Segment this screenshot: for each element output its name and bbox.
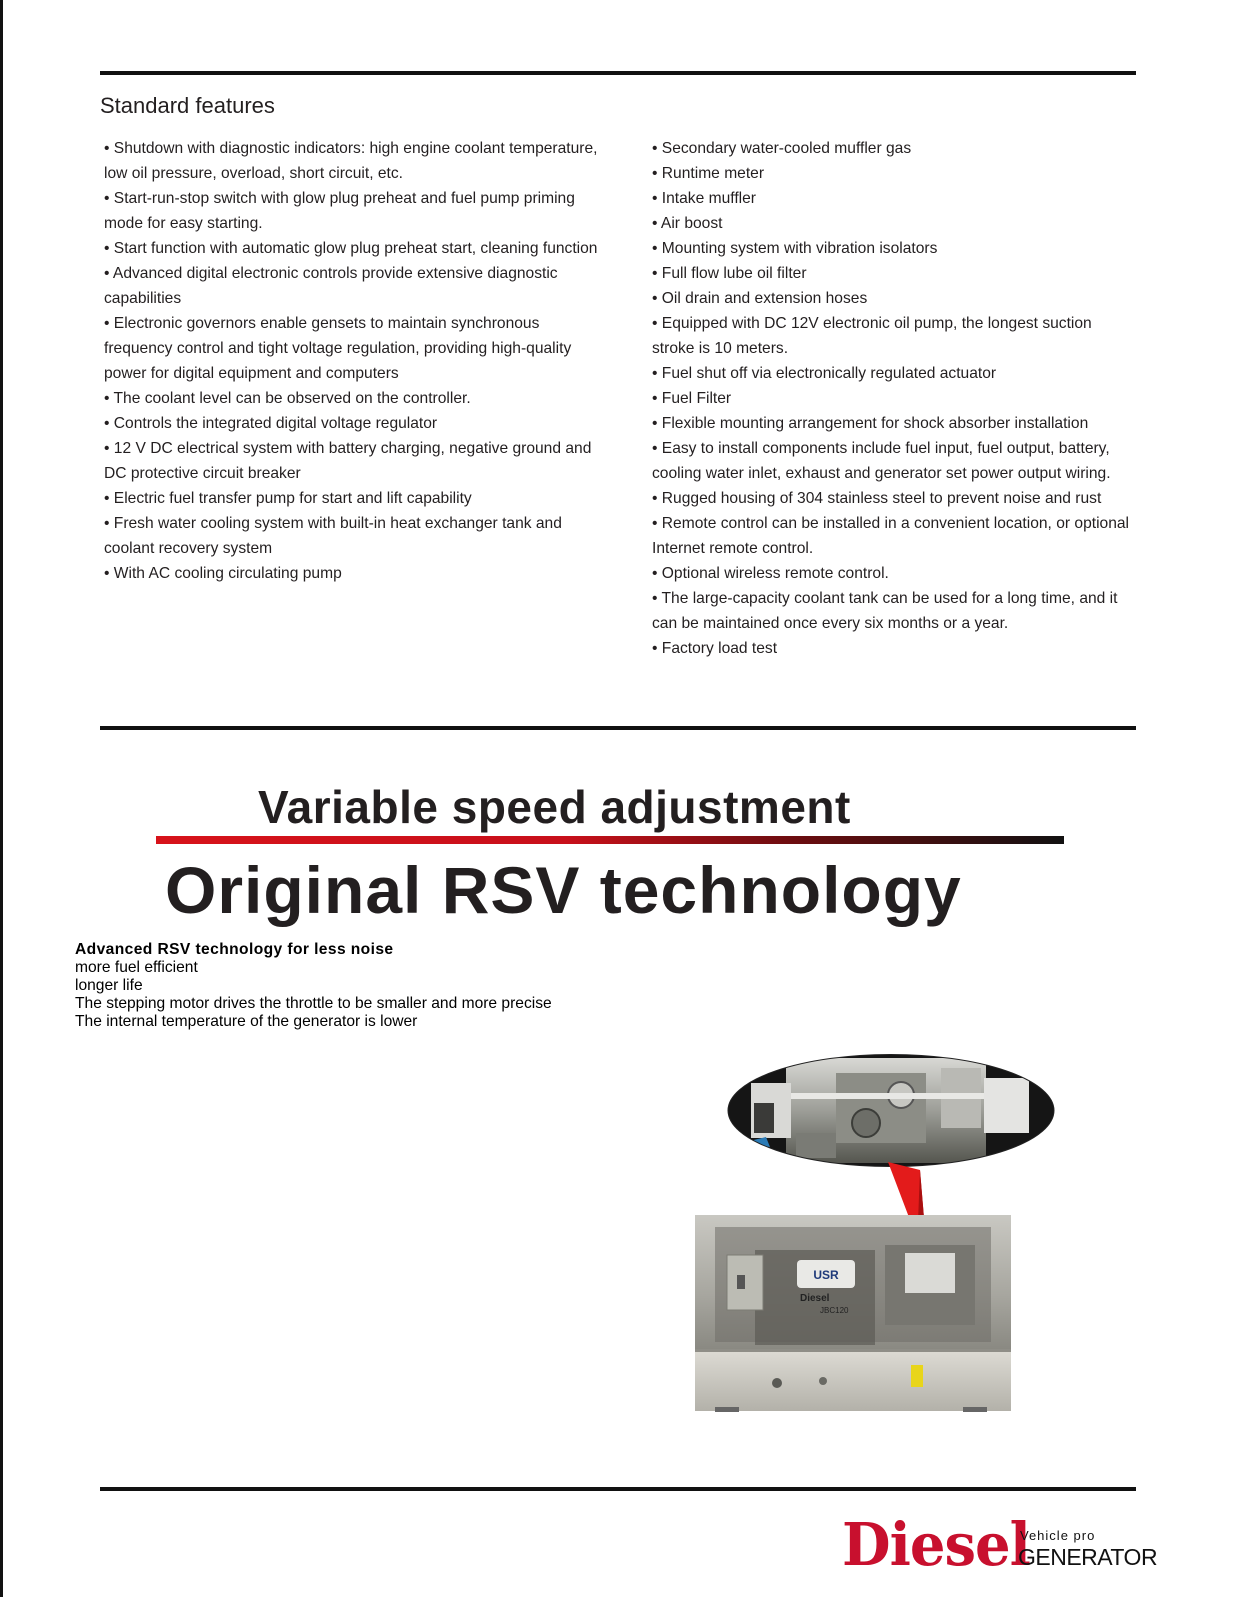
usr-badge: USR: [813, 1268, 839, 1282]
feature-item: • Start-run-stop switch with glow plug preheat and fuel pump priming mode for easy starting.: [104, 190, 575, 232]
feature-item: • Intake muffler: [652, 190, 756, 207]
feature-item: • Secondary water-cooled muffler gas: [652, 140, 912, 157]
rsv-benefit: longer life: [75, 977, 143, 994]
feature-item: • Shutdown with diagnostic indicators: high engine coolant temperature, low oil pressure, overload, short circuit, etc.: [104, 140, 598, 182]
feature-item: • Controls the integrated digital voltage regulator: [104, 415, 438, 432]
rsv-benefit: more fuel efficient: [75, 959, 198, 976]
top-rule: [100, 71, 1136, 75]
diesel-generator-logo: [842, 1510, 1158, 1580]
generator-photo: [695, 1215, 1011, 1415]
middle-rule: [100, 726, 1136, 730]
logo-generator-text: GENERATOR: [1018, 1544, 1158, 1570]
feature-item: • The coolant level can be observed on the controller.: [104, 390, 471, 407]
standard-features-title: Standard features: [100, 93, 275, 118]
feature-item: • Electric fuel transfer pump for start and lift capability: [104, 490, 472, 507]
rsv-benefit: The stepping motor drives the throttle to be smaller and more precise: [75, 995, 552, 1012]
feature-item: • Fuel Filter: [652, 390, 732, 407]
feature-item: • Rugged housing of 304 stainless steel to prevent noise and rust: [652, 490, 1102, 507]
logo-diesel-text: Diesel: [842, 1510, 1030, 1580]
rsv-benefits-list: [75, 941, 552, 1031]
features-left-column: [104, 136, 604, 586]
feature-item: • Full flow lube oil filter: [652, 265, 807, 282]
feature-item: • Fresh water cooling system with built-in heat exchanger tank and coolant recovery system: [104, 515, 562, 557]
original-rsv-heading: Original RSV technology: [165, 853, 962, 927]
variable-speed-heading: Variable speed adjustment: [258, 781, 851, 833]
feature-item: • Runtime meter: [652, 165, 765, 182]
rsv-benefit: Advanced RSV technology for less noise: [75, 941, 394, 958]
model-badge: JBC120: [820, 1306, 849, 1315]
feature-item: • Advanced digital electronic controls provide extensive diagnostic capabilities: [104, 265, 558, 307]
feature-item: • With AC cooling circulating pump: [104, 565, 342, 582]
feature-item: • Electronic governors enable gensets to maintain synchronous frequency control and tight voltage regulation, providing high-quality power for digital equipment and computers: [104, 315, 572, 382]
diesel-badge: Diesel: [800, 1293, 830, 1304]
left-edge-bar: [0, 0, 3, 1597]
feature-item: • The large-capacity coolant tank can be used for a long time, and it can be maintained once every six months or a year.: [652, 590, 1118, 632]
features-right-column: [652, 136, 1138, 661]
feature-item: • Start function with automatic glow plug preheat start, cleaning function: [104, 240, 598, 257]
feature-item: • Mounting system with vibration isolators: [652, 240, 938, 257]
feature-item: • Factory load test: [652, 640, 778, 657]
rsv-benefit: The internal temperature of the generator is lower: [75, 1013, 418, 1030]
feature-item: • Air boost: [652, 215, 723, 232]
red-gradient-bar: [156, 836, 1064, 844]
feature-item: • Fuel shut off via electronically regulated actuator: [652, 365, 997, 382]
feature-item: • Equipped with DC 12V electronic oil pump, the longest suction stroke is 10 meters.: [652, 315, 1092, 357]
engine-detail-photo: [726, 1053, 1056, 1168]
feature-item: • Oil drain and extension hoses: [652, 290, 868, 307]
feature-item: • Flexible mounting arrangement for shock absorber installation: [652, 415, 1089, 432]
bottom-rule: [100, 1487, 1136, 1491]
feature-item: • Optional wireless remote control.: [652, 565, 889, 582]
feature-item: • Remote control can be installed in a convenient location, or optional Internet remote control.: [652, 515, 1130, 557]
feature-item: • 12 V DC electrical system with battery charging, negative ground and DC protective circuit breaker: [104, 440, 592, 482]
feature-item: • Easy to install components include fuel input, fuel output, battery, cooling water inlet, exhaust and generator set power output wiring.: [652, 440, 1111, 482]
logo-vehicle-pro-text: Vehicle pro: [1020, 1528, 1096, 1543]
